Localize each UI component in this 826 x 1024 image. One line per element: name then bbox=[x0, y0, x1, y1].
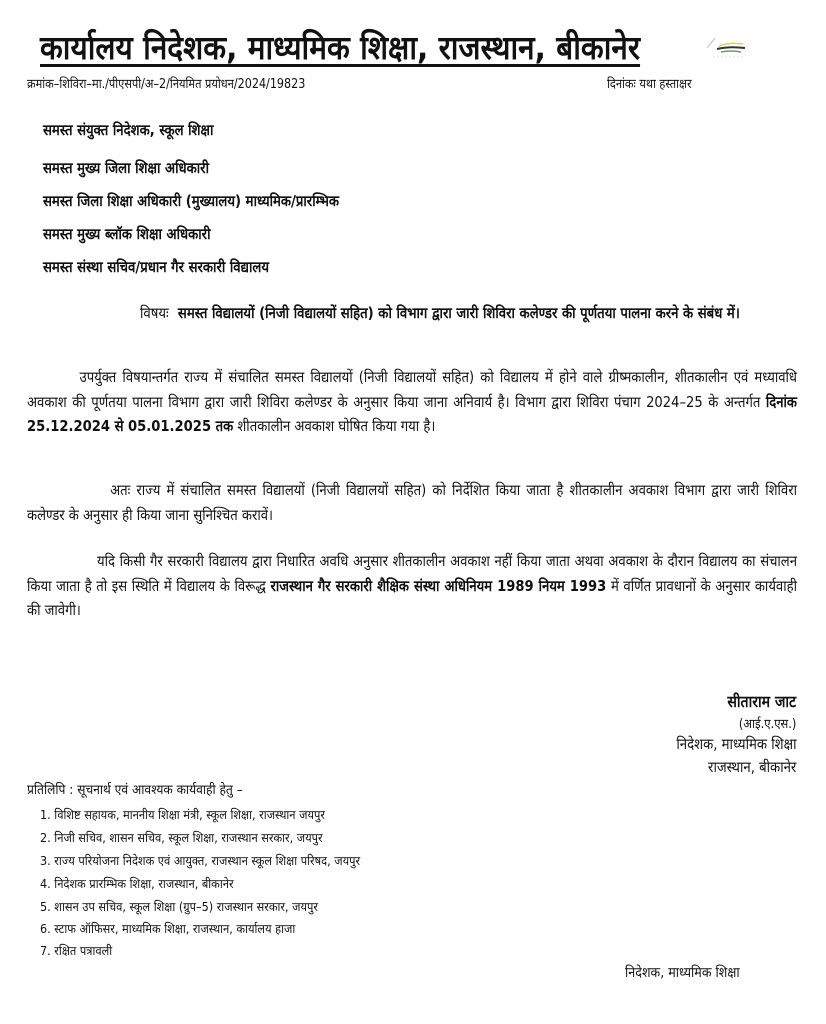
addressee: समस्त जिला शिक्षा अधिकारी (मुख्यालय) माध्यमिक/प्रारम्भिक bbox=[43, 192, 340, 210]
copy-to-item: 4. निदेशक प्रारम्भिक शिक्षा, राजस्थान, बीकानेर bbox=[40, 876, 234, 891]
addressee: समस्त संयुक्त निदेशक, स्कूल शिक्षा bbox=[43, 121, 214, 139]
signatory-place: राजस्थान, बीकानेर bbox=[707, 758, 796, 776]
paragraph-2 bbox=[27, 478, 797, 527]
copy-to-item: 5. शासन उप सचिव, स्कूल शिक्षा (ग्रुप–5) राजस्थान सरकार, जयपुर bbox=[40, 899, 319, 914]
copy-to-heading: प्रतिलिपि : सूचनार्थ एवं आवश्यक कार्यवाही हेतु – bbox=[27, 782, 243, 798]
reference-number: क्रमांक–शिविरा–मा./पीएसपी/अ–2/नियमित प्रयोधन/2024/19823 bbox=[27, 77, 306, 92]
reference-date: दिनांकः यथा हस्ताक्षर bbox=[607, 77, 692, 92]
shiksha-vibhag-logo-icon bbox=[703, 36, 751, 62]
subject-label: विषयः bbox=[140, 304, 169, 322]
paragraph-3-text: यदि किसी गैर सरकारी विद्यालय द्वारा निधारित अवधि अनुसार शीतकालीन अवकाश नहीं किया जाता अथवा अवकाश के दौरान विद्यालय का संचालन किया जाता है तो इस स्थिति में विद्यालय के विरूद्ध bbox=[27, 552, 797, 595]
footer-designation: निदेशक, माध्यमिक शिक्षा bbox=[625, 965, 740, 981]
paragraph-1-tail: शीतकालीन अवकाश घोषित किया गया है। bbox=[233, 417, 436, 435]
copy-to-item: 3. राज्य परियोजना निदेशक एवं आयुक्त, राजस्थान स्कूल शिक्षा परिषद, जयपुर bbox=[40, 853, 361, 868]
paragraph-2-text: अतः राज्य में संचालित समस्त विद्यालयों (निजी विद्यालयों सहित) को निर्देशित किया जाता है शीतकालीन अवकाश विभाग द्वारा जारी शिविरा कलेण्डर के अनुसार ही किया जाना सुनिश्चित करावें। bbox=[27, 481, 797, 524]
copy-to-item: 7. रक्षित पत्रावली bbox=[40, 943, 113, 958]
subject-text: समस्त विद्यालयों (निजी विद्यालयों सहित) को विभाग द्वारा जारी शिविरा कलेण्डर की पूर्णतया पालना करने के संबंध में। bbox=[177, 304, 740, 322]
addressee: समस्त संस्था सचिव/प्रधान गैर सरकारी विद्यालय bbox=[43, 258, 269, 276]
copy-to-item: 2. निजी सचिव, शासन सचिव, स्कूल शिक्षा, राजस्थान सरकार, जयपुर bbox=[40, 830, 323, 845]
copy-to-item: 6. स्टाफ ऑफिसर, माध्यमिक शिक्षा, राजस्थान, कार्यालय हाजा bbox=[40, 921, 296, 936]
paragraph-3 bbox=[27, 549, 797, 623]
paragraph-3-act: राजस्थान गैर सरकारी शैक्षिक संस्था अधिनियम 1989 नियम 1993 bbox=[270, 576, 607, 595]
paragraph-1-dates: दिनांक 25.12.2024 से 05.01.2025 तक bbox=[27, 392, 797, 435]
signatory-name: सीताराम जाट bbox=[727, 692, 796, 711]
paragraph-1 bbox=[27, 365, 797, 439]
signatory-designation: निदेशक, माध्यमिक शिक्षा bbox=[675, 735, 796, 753]
paragraph-3-tail: में वर्णित प्रावधानों के अनुसार कार्यवाही की जावेगी। bbox=[27, 576, 797, 619]
paragraph-1-text: उपर्युक्त विषयान्तर्गत राज्य में संचालित समस्त विद्यालयों (निजी विद्यालयों सहित) को विद्यालय में होने वाले ग्रीष्मकालीन, शीतकालीन एवं मध्यावधि अवकाश की पूर्णतया पालना विभाग द्वारा जारी शिविरा कलेण्डर के अनुसार किया जाना अनिवार्य है। विभाग द्वारा शिविरा पंचाग 2024–25 के अन्तर्गत bbox=[27, 368, 797, 411]
copy-to-item: 1. विशिष्ट सहायक, माननीय शिक्षा मंत्री, स्कूल शिक्षा, राजस्थान जयपुर bbox=[40, 807, 325, 822]
subject-line bbox=[140, 300, 791, 326]
signatory-service: (आई.ए.एस.) bbox=[738, 717, 796, 732]
letterhead-title: कार्यालय निदेशक, माध्यमिक शिक्षा, राजस्थान, बीकानेर bbox=[40, 28, 641, 67]
addressee: समस्त मुख्य ब्लॉक शिक्षा अधिकारी bbox=[43, 225, 211, 243]
addressee: समस्त मुख्य जिला शिक्षा अधिकारी bbox=[43, 159, 209, 177]
